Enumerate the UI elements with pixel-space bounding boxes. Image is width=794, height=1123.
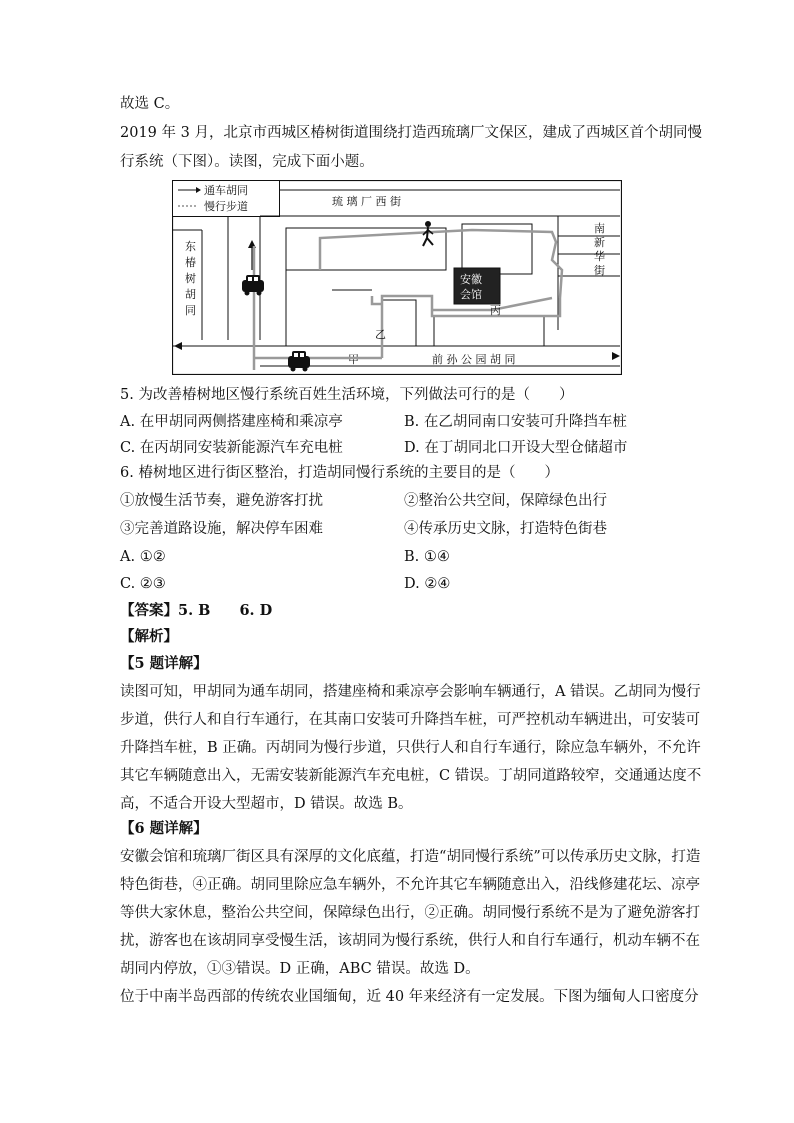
legend-slow-label: 慢行步道 (204, 200, 248, 213)
analysis-heading: 【解析】 (120, 628, 178, 645)
q6-detail-line: 等供大家休息，整治公共空间，保障绿色出行，②正确。胡同慢行系统不是为了避免游客打 (120, 905, 700, 921)
q5-option-d: D. 在丁胡同北口开设大型仓储超市 (404, 440, 628, 456)
q5-detail-line: 步道，供行人和自行车通行，在其南口安装可升降挡车桩，可严控机动车辆进出，可安装可 (120, 712, 700, 728)
q6-option-c: C. ②③ (120, 576, 166, 592)
svg-text:华: 华 (594, 250, 605, 263)
q5-detail-line: 其它车辆随意出入，无需安装新能源汽车充电桩，C 错误。丁胡同道路较窄，交通通达度不 (120, 768, 702, 784)
intro-line-1: 故选 C。 (120, 96, 180, 112)
street-right-label (594, 222, 605, 277)
q5-detail-line: 读图可知，甲胡同为通车胡同，搭建座椅和乘凉亭会影响车辆通行，A 错误。乙胡同为慢行 (120, 684, 701, 700)
q5-option-c: C. 在丙胡同安装新能源汽车充电桩 (120, 440, 343, 456)
svg-text:椿: 椿 (185, 256, 196, 269)
q6-detail-heading: 【6 题详解】 (120, 820, 208, 837)
q5-stem: 5. 为改善椿树地区慢行系统百姓生活环境，下列做法可行的是（ ） (120, 387, 574, 403)
q6-stem: 6. 椿树地区进行街区整治，打造胡同慢行系统的主要目的是（ ） (120, 465, 559, 481)
q6-statement-3: ③完善道路设施，解决停车困难 (120, 521, 323, 537)
q5-detail-line: 升降挡车桩，B 正确。丙胡同为慢行步道，只供行人和自行车通行，除应急车辆外，不允许 (120, 740, 701, 756)
q6-detail-line: 安徽会馆和琉璃厂街区具有深厚的文化底蕴，打造“胡同慢行系统”可以传承历史文脉，打造 (120, 849, 701, 865)
svg-text:街: 街 (594, 264, 605, 277)
intro-line-3: 行系统（下图）。读图，完成下面小题。 (120, 154, 374, 170)
q6-detail-line: 特色街巷，④正确。胡同里除应急车辆外，不允许其它车辆随意出入，沿线修建花坛、凉亭 (120, 877, 700, 893)
q6-detail-line: 扰，游客也在该胡同享受慢生活，该胡同为慢行系统，供行人和自行车通行，机动车辆不在 (120, 933, 700, 949)
svg-text:南: 南 (594, 222, 605, 235)
svg-text:会馆: 会馆 (460, 288, 482, 301)
intro-line-2: 2019 年 3 月，北京市西城区椿树街道围绕打造西琉璃厂文保区，建成了西城区首个胡同慢 (120, 125, 702, 141)
street-top-label: 琉 璃 厂 西 街 (332, 195, 401, 208)
label-jia: 甲 (348, 353, 359, 366)
next-question-intro: 位于中南半岛西部的传统农业国缅甸，近 40 年来经济有一定发展。下图为缅甸人口密度分 (120, 989, 699, 1005)
q6-option-a: A. ①② (120, 549, 166, 565)
q5-option-b: B. 在乙胡同南口安装可升降挡车桩 (404, 414, 627, 430)
q6-statement-2: ②整治公共空间，保障绿色出行 (404, 493, 607, 509)
svg-text:树: 树 (185, 272, 196, 285)
label-bing: 丙 (490, 304, 501, 317)
svg-text:新: 新 (594, 236, 605, 249)
street-left-label (185, 240, 196, 317)
hutong-map (172, 180, 622, 375)
q5-detail-heading: 【5 题详解】 (120, 655, 208, 672)
q6-statement-1: ①放慢生活节奏，避免游客打扰 (120, 493, 323, 509)
label-yi: 乙 (375, 328, 386, 341)
svg-text:安徽: 安徽 (460, 273, 482, 286)
q5-detail-line: 高，不适合开设大型超市，D 错误。故选 B。 (120, 796, 413, 812)
q6-detail-line: 胡同内停放，①③错误。D 正确，ABC 错误。故选 D。 (120, 961, 480, 977)
street-bottom-label: 前 孙 公 园 胡 同 (432, 353, 516, 366)
q6-option-b: B. ①④ (404, 549, 450, 565)
q5-option-a: A. 在甲胡同两侧搭建座椅和乘凉亭 (120, 414, 343, 430)
answer-line: 【答案】5. B 6. D (120, 602, 273, 619)
svg-text:东: 东 (185, 240, 196, 253)
q6-option-d: D. ②④ (404, 576, 451, 592)
svg-text:胡: 胡 (185, 288, 196, 301)
legend-through-label: 通车胡同 (204, 184, 248, 197)
q6-statement-4: ④传承历史文脉，打造特色街巷 (404, 521, 607, 537)
svg-text:同: 同 (185, 304, 196, 317)
